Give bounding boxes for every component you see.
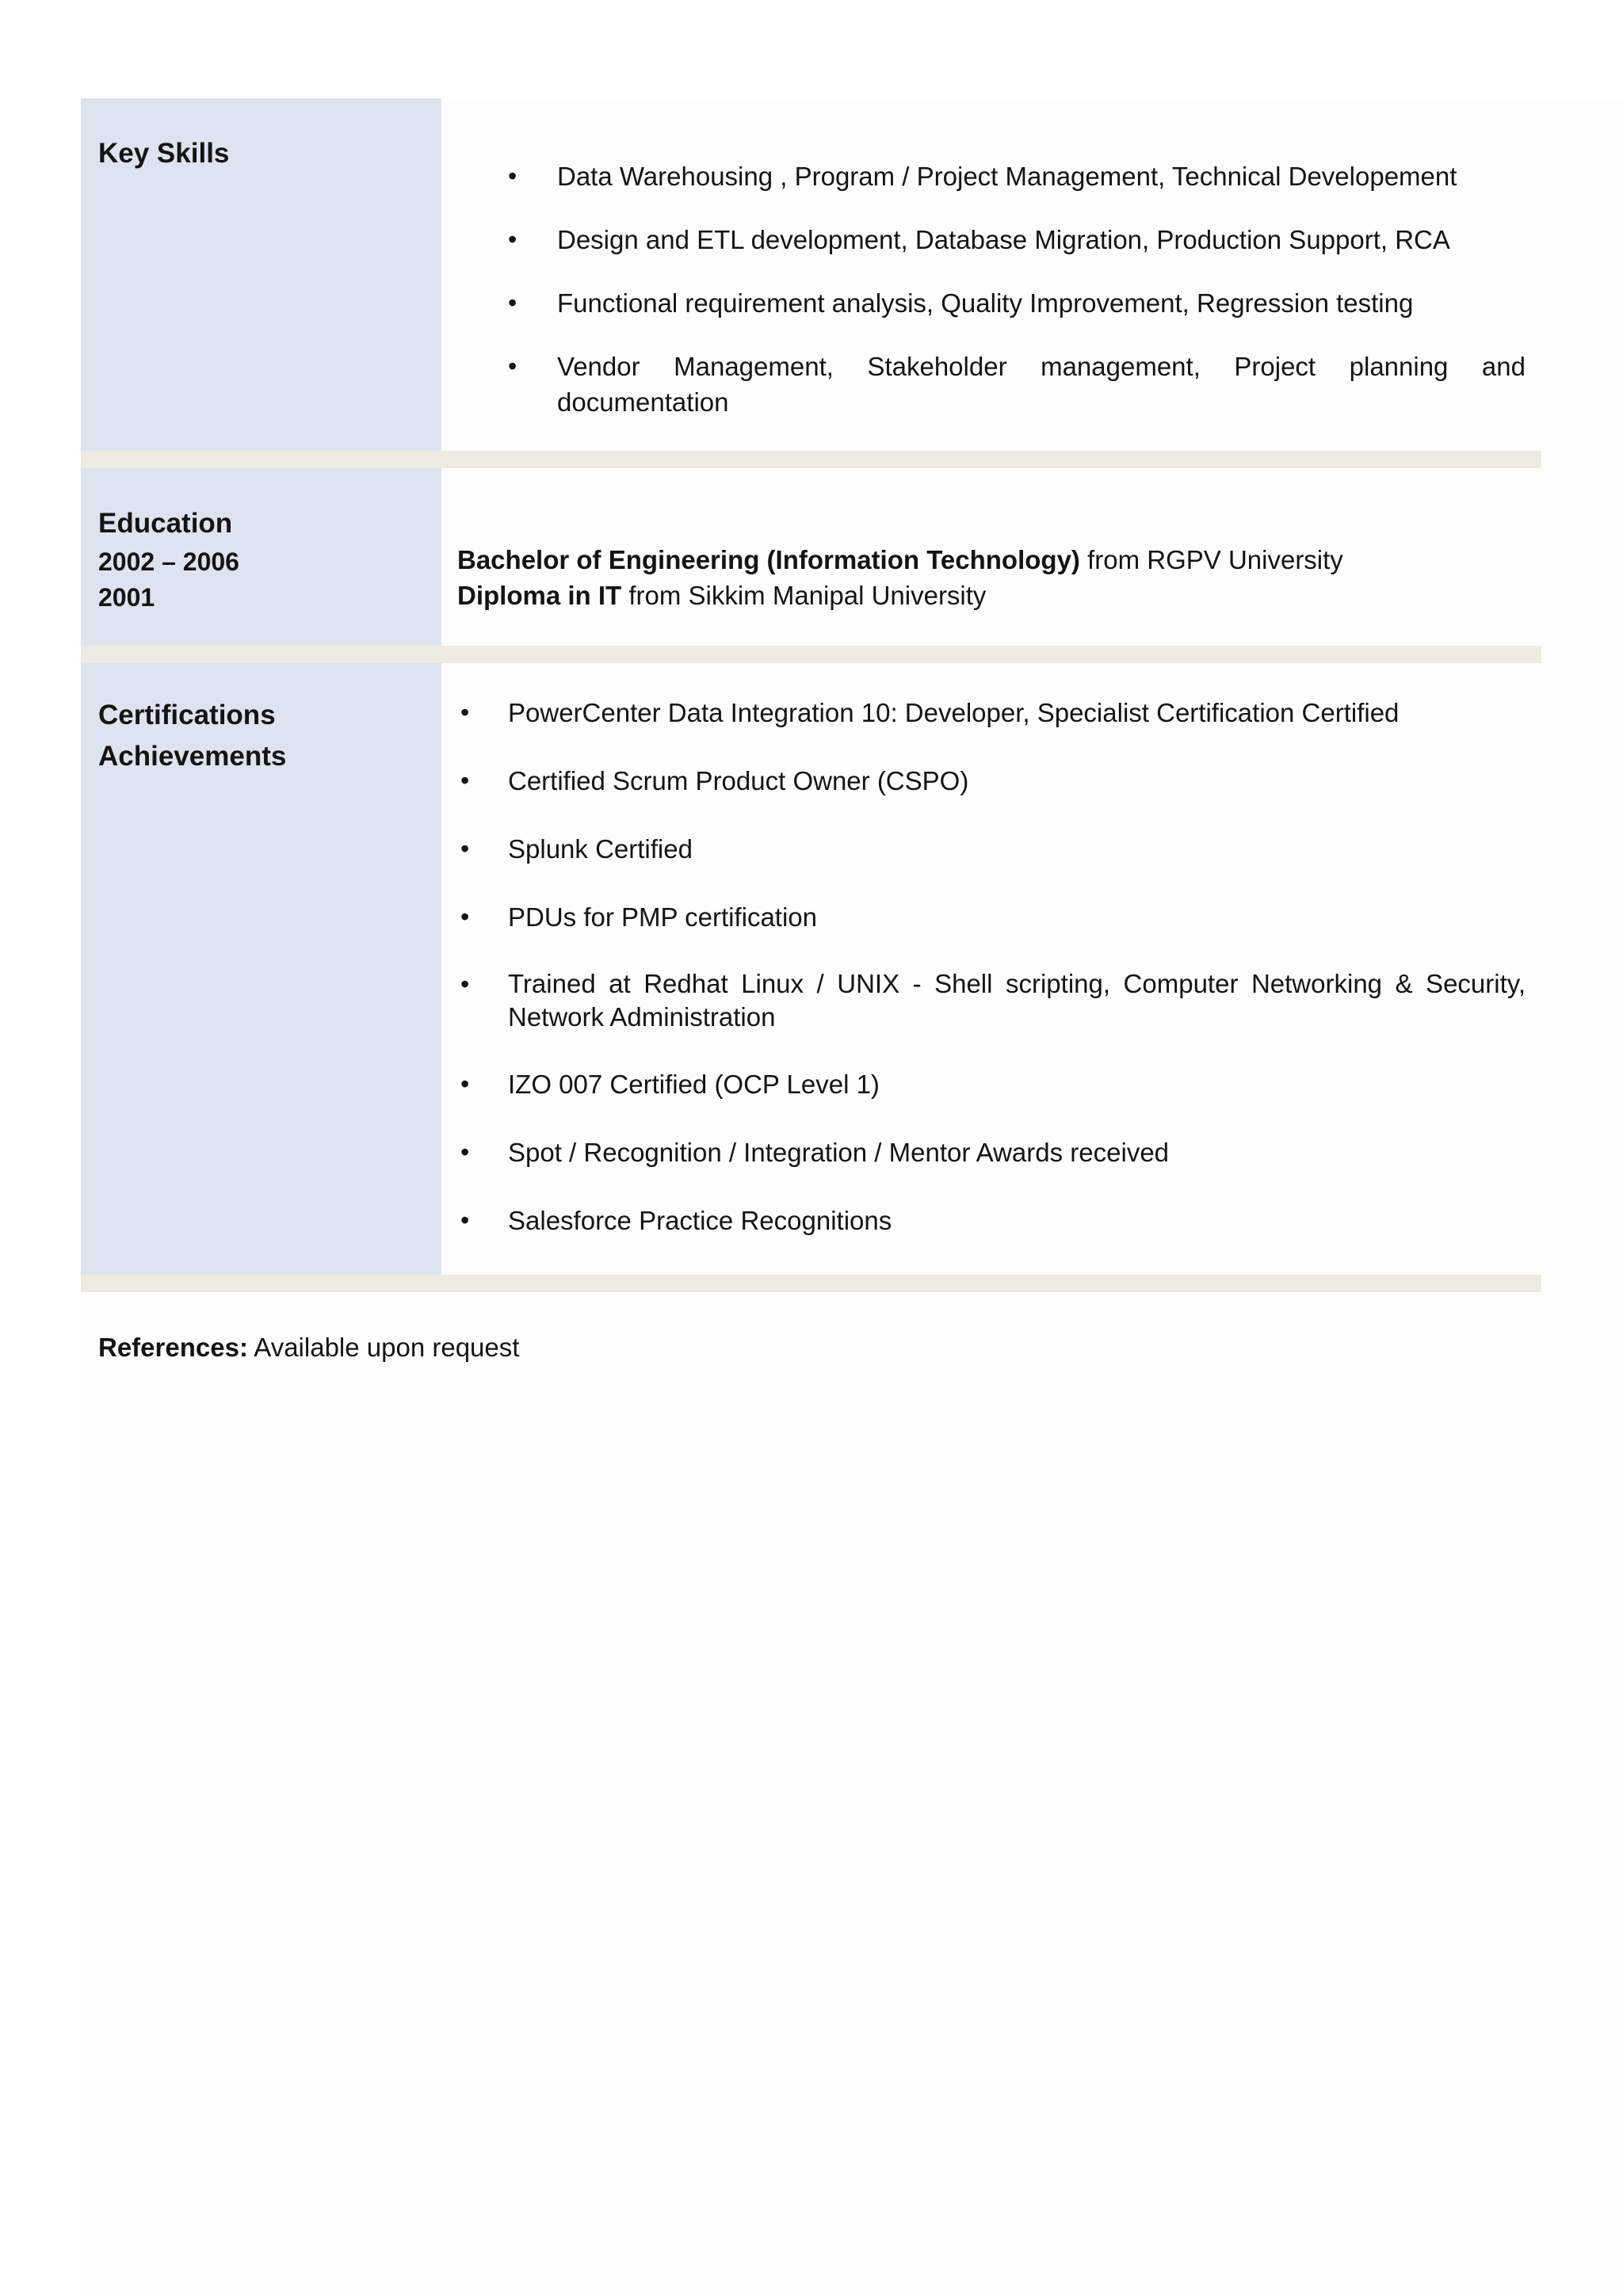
certifications-content (441, 663, 1541, 1275)
education-year: 2001 (98, 583, 155, 612)
bullet-icon: • (460, 902, 470, 931)
certifications-list (460, 695, 1526, 1238)
list-item: • Trained at Redhat Linux / UNIX - Shell scripting, Computer Networking & Security, Network Administration (460, 969, 1526, 1032)
section-divider (81, 646, 1541, 663)
list-item: • Design and ETL development, Database Migration, Production Support, RCA (557, 222, 1526, 257)
education-heading: Education (98, 508, 233, 539)
education-entry: Bachelor of Engineering (Information Technology) from RGPV University (457, 545, 1343, 574)
bullet-icon: • (460, 1070, 470, 1098)
list-item: • PowerCenter Data Integration 10: Developer, Specialist Certification Certified (508, 695, 1526, 730)
bullet-icon: • (508, 162, 517, 190)
list-item: • IZO 007 Certified (OCP Level 1) (508, 1066, 1526, 1102)
bullet-icon: • (460, 970, 470, 998)
education-entry: Diploma in IT from Sikkim Manipal University (457, 581, 987, 610)
education-label-column (81, 468, 441, 646)
list-item: • Salesforce Practice Recognitions (508, 1203, 1526, 1238)
list-item: • Vendor Management, Stakeholder management, Project planning and documentation (557, 349, 1526, 420)
bullet-icon: • (460, 1206, 470, 1234)
achievements-heading: Achievements (98, 741, 287, 772)
list-item: • Certified Scrum Product Owner (CSPO) (508, 763, 1526, 799)
certifications-section (81, 663, 1541, 1275)
key-skills-section (81, 98, 1541, 451)
bullet-icon: • (460, 766, 470, 795)
bullet-icon: • (508, 288, 517, 317)
bullet-icon: • (460, 1138, 470, 1166)
bullet-icon: • (508, 225, 517, 254)
key-skills-heading: Key Skills (98, 138, 230, 169)
references-value: Available upon request (247, 1333, 520, 1362)
bullet-icon: • (508, 352, 517, 380)
list-item: • PDUs for PMP certification (508, 899, 1526, 935)
certifications-label-column (81, 663, 441, 1275)
section-divider (81, 451, 1541, 468)
key-skills-label-column (81, 98, 441, 451)
bullet-icon: • (460, 834, 470, 863)
education-section (81, 468, 1541, 646)
list-item: • Splunk Certified (508, 831, 1526, 867)
key-skills-content (441, 98, 1541, 451)
references-label: References: (98, 1333, 248, 1362)
list-item: • Functional requirement analysis, Quality Improvement, Regression testing (557, 285, 1526, 321)
education-content (441, 468, 1541, 646)
certifications-heading: Certifications (98, 700, 276, 730)
section-divider (81, 1275, 1541, 1292)
references-line (98, 1329, 519, 1365)
list-item: • Data Warehousing , Program / Project Management, Technical Developement (557, 158, 1526, 194)
key-skills-list (508, 158, 1526, 420)
bullet-icon: • (460, 698, 470, 727)
education-year: 2002 – 2006 (98, 547, 239, 576)
list-item: • Spot / Recognition / Integration / Mentor Awards received (508, 1135, 1526, 1170)
